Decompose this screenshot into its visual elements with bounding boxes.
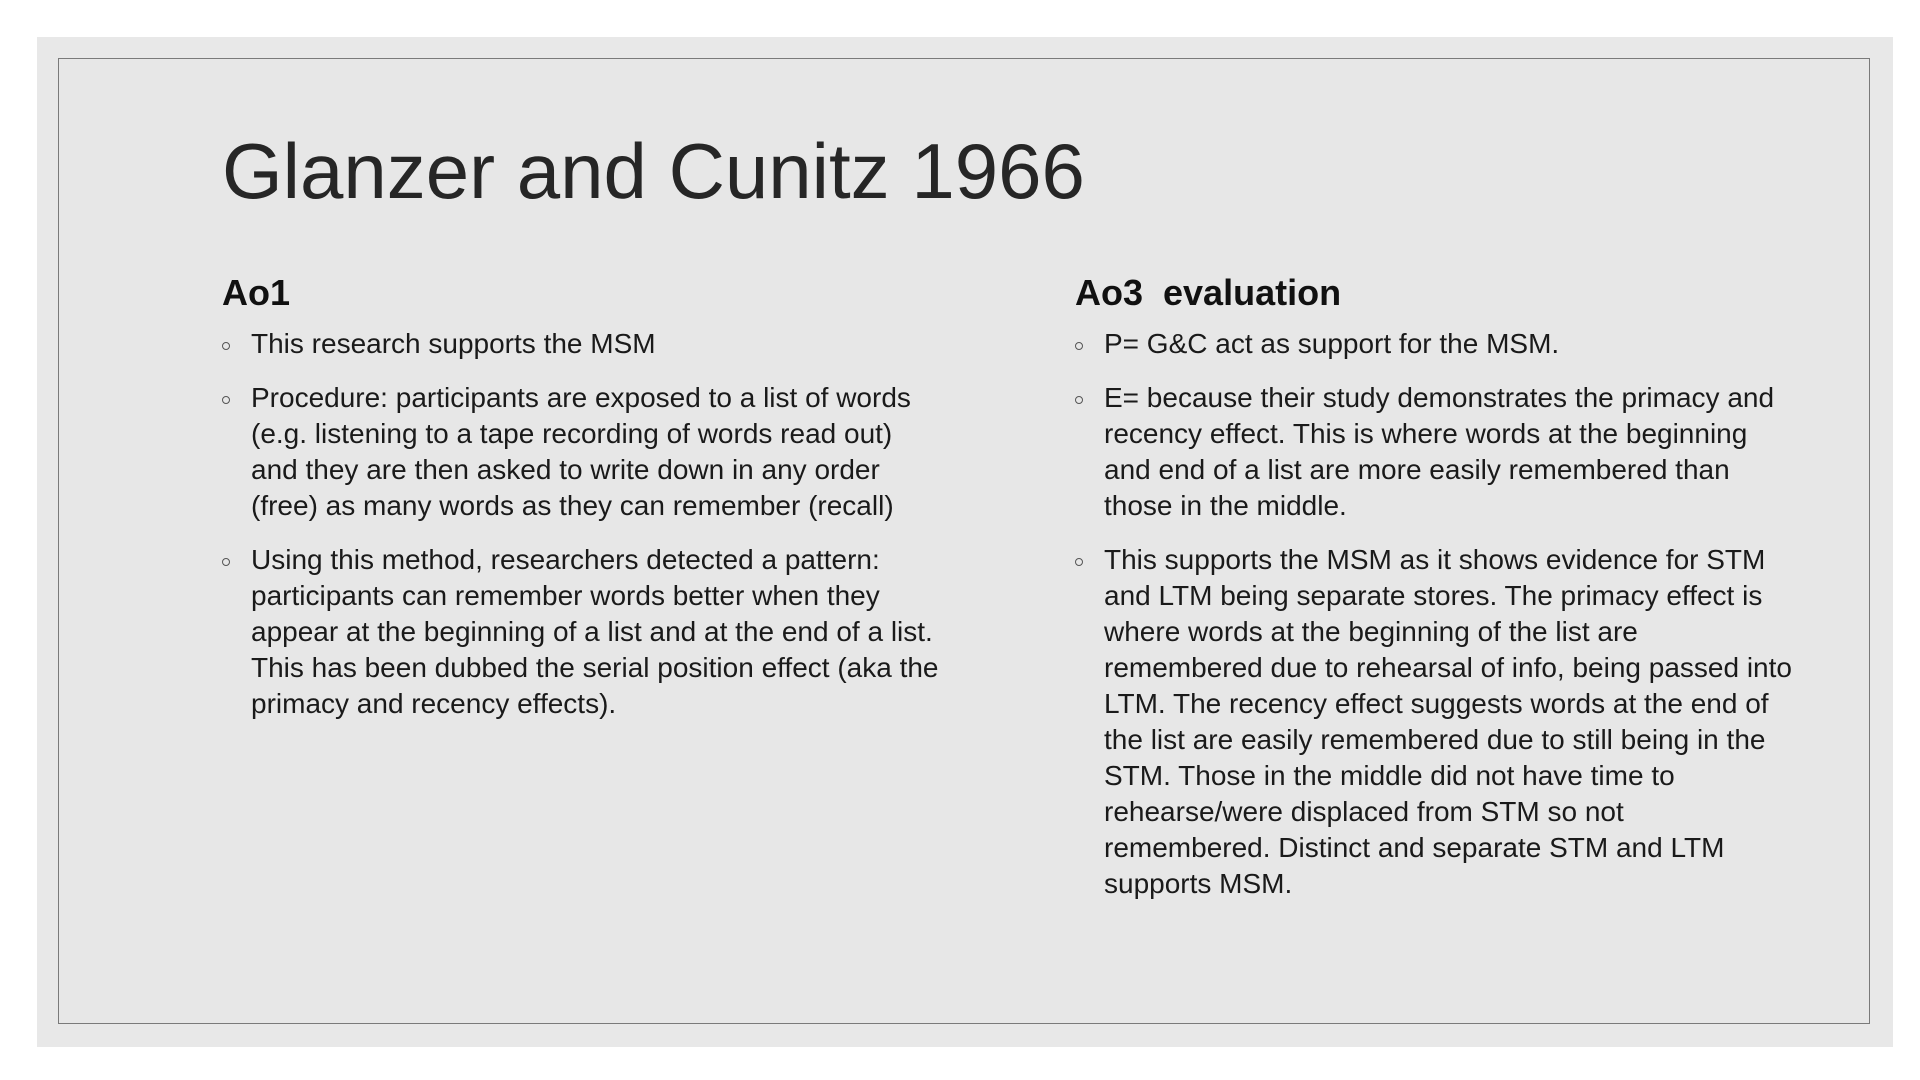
ao3-evaluation-column [1075, 271, 1795, 920]
bullet-text: This research supports the MSM [251, 328, 656, 360]
list-item [1075, 380, 1795, 524]
bullet-icon [1075, 396, 1083, 404]
bullet-text: This supports the MSM as it shows evidence for STM and LTM being separate stores. The primacy effect is where words at the beginning of the list are remembered due to rehearsal of info, being passed into LTM. The recency effect suggests words at the end of the list are easily remembered due to still being in the STM. Those in the middle did not have time to rehearse/were displaced from STM so not remembered. Distinct and separate STM and LTM supports MSM. [1104, 544, 1792, 900]
bullet-text: Using this method, researchers detected a pattern: participants can remember words better when they appear at the beginning of a list and at the end of a list. This has been dubbed the serial position effect (aka the primacy and recency effects). [251, 544, 939, 720]
ao3-bullet-list [1075, 326, 1795, 902]
ao1-column [222, 271, 942, 740]
bullet-icon [222, 342, 230, 350]
bullet-icon [1075, 342, 1083, 350]
slide-title: Glanzer and Cunitz 1966 [222, 127, 1085, 215]
slide-frame [58, 58, 1870, 1024]
list-item [1075, 326, 1795, 362]
bullet-icon [1075, 558, 1083, 566]
list-item [222, 542, 942, 722]
bullet-text: Procedure: participants are exposed to a list of words (e.g. listening to a tape recording of words read out) and they are then asked to write down in any order (free) as many words as they can remember (recall) [251, 382, 911, 522]
slide [37, 37, 1893, 1047]
ao1-bullet-list [222, 326, 942, 722]
list-item [222, 380, 942, 524]
ao1-heading: Ao1 [222, 272, 291, 313]
list-item [1075, 542, 1795, 902]
bullet-text: E= because their study demonstrates the primacy and recency effect. This is where words at the beginning and end of a list are more easily remembered than those in the middle. [1104, 382, 1775, 522]
bullet-icon [222, 396, 230, 404]
list-item [222, 326, 942, 362]
bullet-text: P= G&C act as support for the MSM. [1104, 328, 1560, 360]
ao3-heading: Ao3 evaluation [1075, 272, 1342, 313]
bullet-icon [222, 558, 230, 566]
